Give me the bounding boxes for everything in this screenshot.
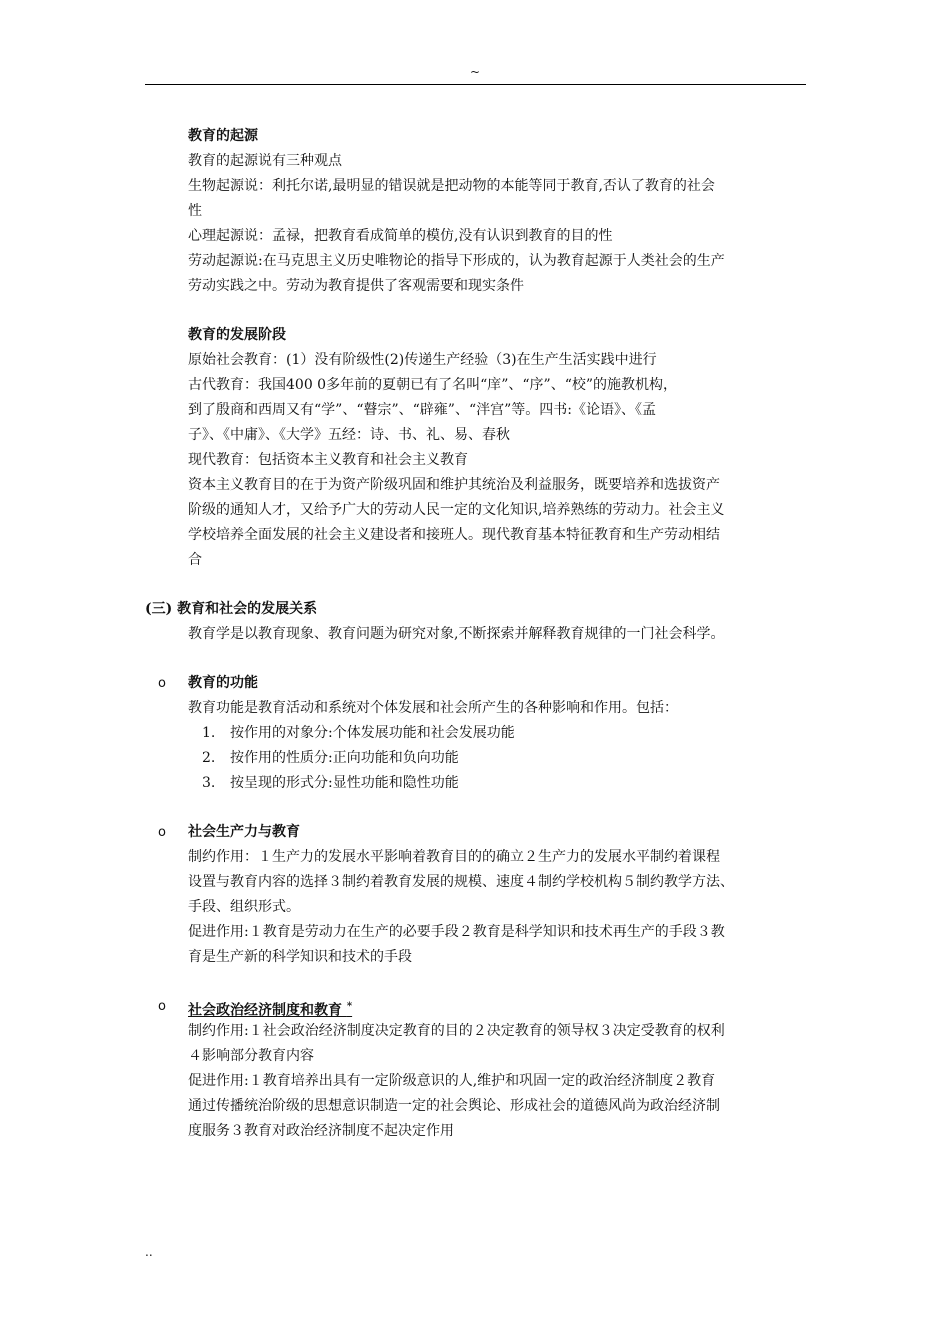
footer-mark: .. <box>145 1245 153 1259</box>
origin-block <box>188 124 808 299</box>
stages-line: 资本主义教育目的在于为资产阶级巩固和维护其统治及利益服务，既要培养和选拔资产 <box>188 477 720 493</box>
productivity-line: 设置与教育内容的选择３制约着教育发展的规模、速度４制约学校机构５制约教学方法、 <box>188 874 734 890</box>
stages-line: 子》、《中庸》、《大学》五经：诗、书、礼、易、春秋 <box>188 427 510 443</box>
list-number: 3. <box>202 775 216 791</box>
list-item <box>188 746 808 771</box>
list-text: 按作用的性质分:正向功能和负向功能 <box>230 750 459 766</box>
list-item <box>188 721 808 746</box>
functions-block <box>188 671 808 796</box>
list-text: 按作用的对象分:个体发展功能和社会发展功能 <box>230 725 515 741</box>
origin-line: 生物起源说：利托尔诺,最明显的错误就是把动物的本能等同于教育,否认了教育的社会 <box>188 178 715 194</box>
politics-line: 制约作用:１社会政治经济制度决定教育的目的２决定教育的领导权３决定受教育的权利 <box>188 1023 725 1039</box>
origin-line: 心理起源说：孟禄，把教育看成简单的模仿,没有认识到教育的目的性 <box>188 228 613 244</box>
stages-line: 现代教育：包括资本主义教育和社会主义教育 <box>188 452 468 468</box>
list-number: 1. <box>202 725 216 741</box>
politics-line: 通过传播统治阶级的思想意识制造一定的社会舆论、形成社会的道德风尚为政治经济制 <box>188 1098 720 1114</box>
productivity-line: 育是生产新的科学知识和技术的手段 <box>188 949 412 965</box>
list-number: 2. <box>202 750 216 766</box>
bullet-marker: o <box>158 999 166 1014</box>
origin-title: 教育的起源 <box>188 128 258 144</box>
politics-title: 社会政治经济制度和教育 <box>188 1002 342 1019</box>
header-rule <box>145 84 806 85</box>
origin-line: 劳动起源说:在马克思主义历史唯物论的指导下形成的，认为教育起源于人类社会的生产 <box>188 253 725 269</box>
stages-line: 阶级的通知人才，又给予广大的劳动人民一定的文化知识,培养熟练的劳动力。社会主义 <box>188 502 725 518</box>
stages-line: 原始社会教育：(1）没有阶级性(2)传递生产经验（3)在生产生活实践中进行 <box>188 352 657 368</box>
bullet-marker: o <box>158 676 166 691</box>
productivity-block <box>188 820 808 970</box>
productivity-line: 手段、组织形式。 <box>188 899 300 915</box>
politics-block <box>188 994 808 1144</box>
politics-star: * <box>346 1001 353 1012</box>
politics-title-row <box>188 994 808 1019</box>
politics-line: 度服务３教育对政治经济制度不起决定作用 <box>188 1123 454 1139</box>
section3-intro: 教育学是以教育现象、教育问题为研究对象,不断探索并解释教育规律的一门社会科学。 <box>188 626 725 642</box>
politics-line: 促进作用:１教育培养出具有一定阶级意识的人,维护和巩固一定的政治经济制度２教育 <box>188 1073 716 1089</box>
origin-line: 性 <box>188 203 202 219</box>
productivity-line: 制约作用：１生产力的发展水平影响着教育目的的确立２生产力的发展水平制约着课程 <box>188 849 720 865</box>
stages-line: 到了殷商和西周又有“学”、“瞽宗”、“辟雍”、“泮宫”等。四书:《论语》、《孟 <box>188 402 656 418</box>
header-mark: ~ <box>469 65 481 79</box>
stages-line: 古代教育：我国400 0多年前的夏朝已有了名叫“庠”、“序”、“校”的施教机构， <box>188 377 678 393</box>
functions-title: 教育的功能 <box>188 675 258 691</box>
section3-intro-block <box>188 622 808 647</box>
list-item <box>188 771 808 796</box>
productivity-title: 社会生产力与教育 <box>188 824 300 840</box>
bullet-marker: o <box>158 825 166 840</box>
stages-title: 教育的发展阶段 <box>188 327 286 343</box>
productivity-line: 促进作用:１教育是劳动力在生产的必要手段２教育是科学知识和技术再生产的手段３教 <box>188 924 725 940</box>
section3-title: (三) 教育和社会的发展关系 <box>145 601 318 617</box>
stages-line: 学校培养全面发展的社会主义建设者和接班人。现代教育基本特征教育和生产劳动相结 <box>188 527 720 543</box>
politics-line: ４影响部分教育内容 <box>188 1048 314 1064</box>
origin-line: 劳动实践之中。劳动为教育提供了客观需要和现实条件 <box>188 278 524 294</box>
stages-block <box>188 323 808 573</box>
stages-line: 合 <box>188 552 202 568</box>
list-text: 按呈现的形式分:显性功能和隐性功能 <box>230 775 459 791</box>
functions-intro: 教育功能是教育活动和系统对个体发展和社会所产生的各种影响和作用。包括： <box>188 700 678 716</box>
origin-line: 教育的起源说有三种观点 <box>188 153 342 169</box>
